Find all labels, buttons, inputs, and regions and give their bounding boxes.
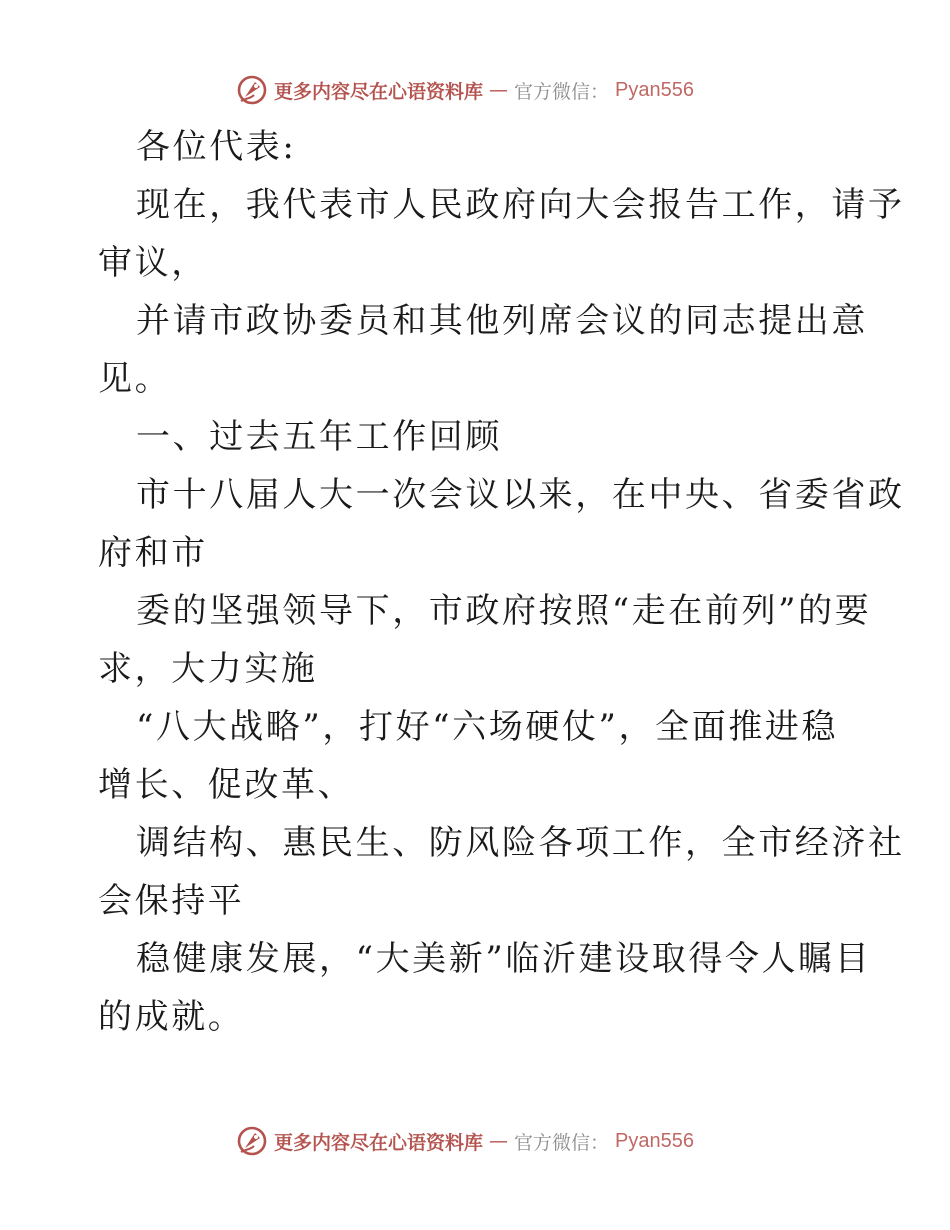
watermark-banner-top <box>236 73 694 107</box>
text-line: 委的坚强领导下，市政府按照“走在前列”的要 <box>136 591 872 631</box>
text-line: 见。 <box>98 359 172 399</box>
text-line: 稳健康发展，“大美新”临沂建设取得令人瞩目 <box>136 939 872 979</box>
watermark-separator: — <box>489 1130 509 1152</box>
pen-nib-logo-icon <box>236 74 268 106</box>
text-line: 求，大力实施 <box>98 649 318 689</box>
text-line: 的成就。 <box>98 997 245 1037</box>
watermark-wechat-id: Pyan556 <box>615 1129 694 1152</box>
text-line: 增长、促改革、 <box>98 765 355 805</box>
text-line: 各位代表: <box>136 127 297 167</box>
watermark-separator: — <box>489 79 509 101</box>
section-heading: 一、过去五年工作回顾 <box>136 417 502 457</box>
watermark-promo-text: 更多内容尽在心语资料库 <box>274 80 484 103</box>
text-line: 市十八届人大一次会议以来，在中央、省委省政 <box>136 475 905 515</box>
watermark-wechat-id: Pyan556 <box>615 78 694 101</box>
watermark-wechat-label: 官方微信： <box>514 80 610 103</box>
report-body <box>98 118 905 1046</box>
text-line: 会保持平 <box>98 881 245 921</box>
pen-nib-logo-icon <box>236 1125 268 1157</box>
watermark-wechat-label: 官方微信： <box>514 1131 610 1154</box>
text-line: 现在，我代表市人民政府向大会报告工作，请予 <box>136 185 905 225</box>
text-line: 并请市政协委员和其他列席会议的同志提出意 <box>136 301 868 341</box>
text-line: 府和市 <box>98 533 208 573</box>
watermark-promo-text: 更多内容尽在心语资料库 <box>274 1131 484 1154</box>
watermark-banner-bottom <box>236 1124 694 1158</box>
text-line: “八大战略”，打好“六场硬仗”，全面推进稳 <box>136 707 839 747</box>
text-line: 调结构、惠民生、防风险各项工作，全市经济社 <box>136 823 905 863</box>
text-line: 审议， <box>98 243 208 283</box>
